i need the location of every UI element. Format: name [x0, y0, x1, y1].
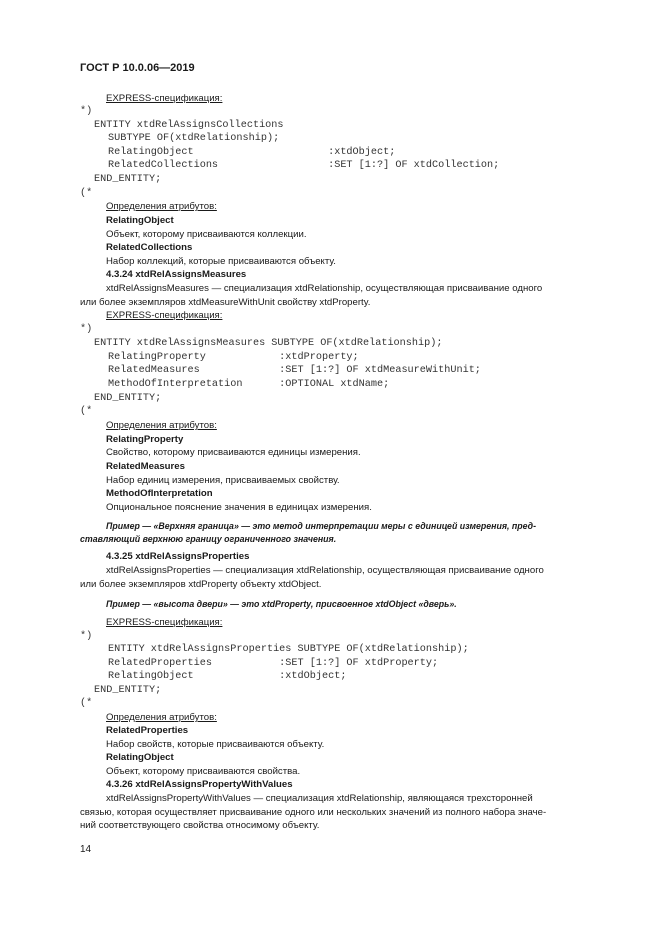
- paragraph-line: связью, которая осуществляет присваивание одного или нескольких значений из полного набора значе-: [80, 807, 547, 818]
- section-heading: 4.3.26 xtdRelAssignsPropertyWithValues: [106, 779, 293, 790]
- section-heading: 4.3.25 xtdRelAssignsProperties: [106, 551, 250, 562]
- attribute-description: Опциональное пояснение значения в единицах измерения.: [106, 502, 372, 513]
- code-line: ENTITY xtdRelAssignsMeasures SUBTYPE OF(xtdRelationship);: [94, 338, 443, 349]
- attribute-description: Объект, которому присваиваются свойства.: [106, 766, 301, 777]
- express-spec-label: EXPRESS-спецификация:: [106, 310, 223, 321]
- paragraph-line: xtdRelAssignsProperties — специализация xtdRelationship, осуществляющая присваивание одного: [106, 565, 544, 576]
- attribute-name: RelatedCollections: [106, 242, 193, 253]
- comment-close-marker: *): [80, 324, 93, 335]
- page-number: 14: [80, 844, 92, 855]
- code-line: RelatingObject :xtdObject;: [108, 671, 347, 682]
- attribute-name: RelatedMeasures: [106, 461, 185, 472]
- attribute-description: Набор коллекций, которые присваиваются объекту.: [106, 256, 336, 267]
- attribute-description: Набор свойств, которые присваиваются объекту.: [106, 739, 325, 750]
- section-heading: 4.3.24 xtdRelAssignsMeasures: [106, 269, 247, 280]
- comment-open-marker: (*: [80, 406, 93, 417]
- code-line: RelatedMeasures :SET [1:?] OF xtdMeasureWithUnit;: [108, 365, 481, 376]
- attribute-description: Свойство, которому присваиваются единицы измерения.: [106, 447, 361, 458]
- example-note: ставляющий верхнюю границу ограниченного значения.: [80, 534, 337, 544]
- comment-close-marker: *): [80, 106, 93, 117]
- code-line: RelatingObject :xtdObject;: [108, 147, 396, 158]
- paragraph-line: xtdRelAssignsMeasures — специализация xtdRelationship, осуществляющая присваивание одного: [106, 283, 543, 294]
- attribute-name: MethodOfInterpretation: [106, 488, 213, 499]
- paragraph-line: ний соответствующего свойства относимому объекту.: [80, 820, 320, 831]
- code-line: RelatedCollections :SET [1:?] OF xtdCollection;: [108, 160, 500, 171]
- attribute-name: RelatingObject: [106, 215, 174, 226]
- code-line: END_ENTITY;: [94, 393, 162, 404]
- express-spec-label: EXPRESS-спецификация:: [106, 93, 223, 104]
- code-line: ENTITY xtdRelAssignsCollections: [94, 120, 284, 131]
- paragraph-line: или более экземпляров xtdMeasureWithUnit свойству xtdProperty.: [80, 297, 371, 308]
- attributes-label: Определения атрибутов:: [106, 420, 217, 431]
- paragraph-line: или более экземпляров xtdProperty объекту xtdObject.: [80, 579, 322, 590]
- comment-close-marker: *): [80, 631, 93, 642]
- code-line: END_ENTITY;: [94, 174, 162, 185]
- code-line: MethodOfInterpretation :OPTIONAL xtdName;: [108, 379, 390, 390]
- code-line: ENTITY xtdRelAssignsProperties SUBTYPE OF(xtdRelationship);: [108, 644, 469, 655]
- attributes-label: Определения атрибутов:: [106, 712, 217, 723]
- code-line: RelatingProperty :xtdProperty;: [108, 352, 359, 363]
- attribute-name: RelatedProperties: [106, 725, 189, 736]
- standard-header: ГОСТ Р 10.0.06—2019: [80, 62, 195, 74]
- code-line: RelatedProperties :SET [1:?] OF xtdProperty;: [108, 658, 439, 669]
- comment-open-marker: (*: [80, 698, 93, 709]
- comment-open-marker: (*: [80, 188, 93, 199]
- attribute-description: Набор единиц измерения, присваиваемых свойству.: [106, 475, 340, 486]
- attributes-label: Определения атрибутов:: [106, 201, 217, 212]
- express-spec-label: EXPRESS-спецификация:: [106, 617, 223, 628]
- code-line: SUBTYPE OF(xtdRelationship);: [108, 133, 280, 144]
- example-note: Пример — «высота двери» — это xtdProperty, присвоенное xtdObject «дверь».: [106, 599, 457, 609]
- example-note: Пример — «Верхняя граница» — это метод интерпретации меры с единицей измерения, пред-: [106, 521, 537, 531]
- attribute-name: RelatingObject: [106, 752, 174, 763]
- paragraph-line: xtdRelAssignsPropertyWithValues — специализация xtdRelationship, являющаяся трехсторонней: [106, 793, 533, 804]
- attribute-description: Объект, которому присваиваются коллекции.: [106, 229, 307, 240]
- attribute-name: RelatingProperty: [106, 434, 184, 445]
- code-line: END_ENTITY;: [94, 685, 162, 696]
